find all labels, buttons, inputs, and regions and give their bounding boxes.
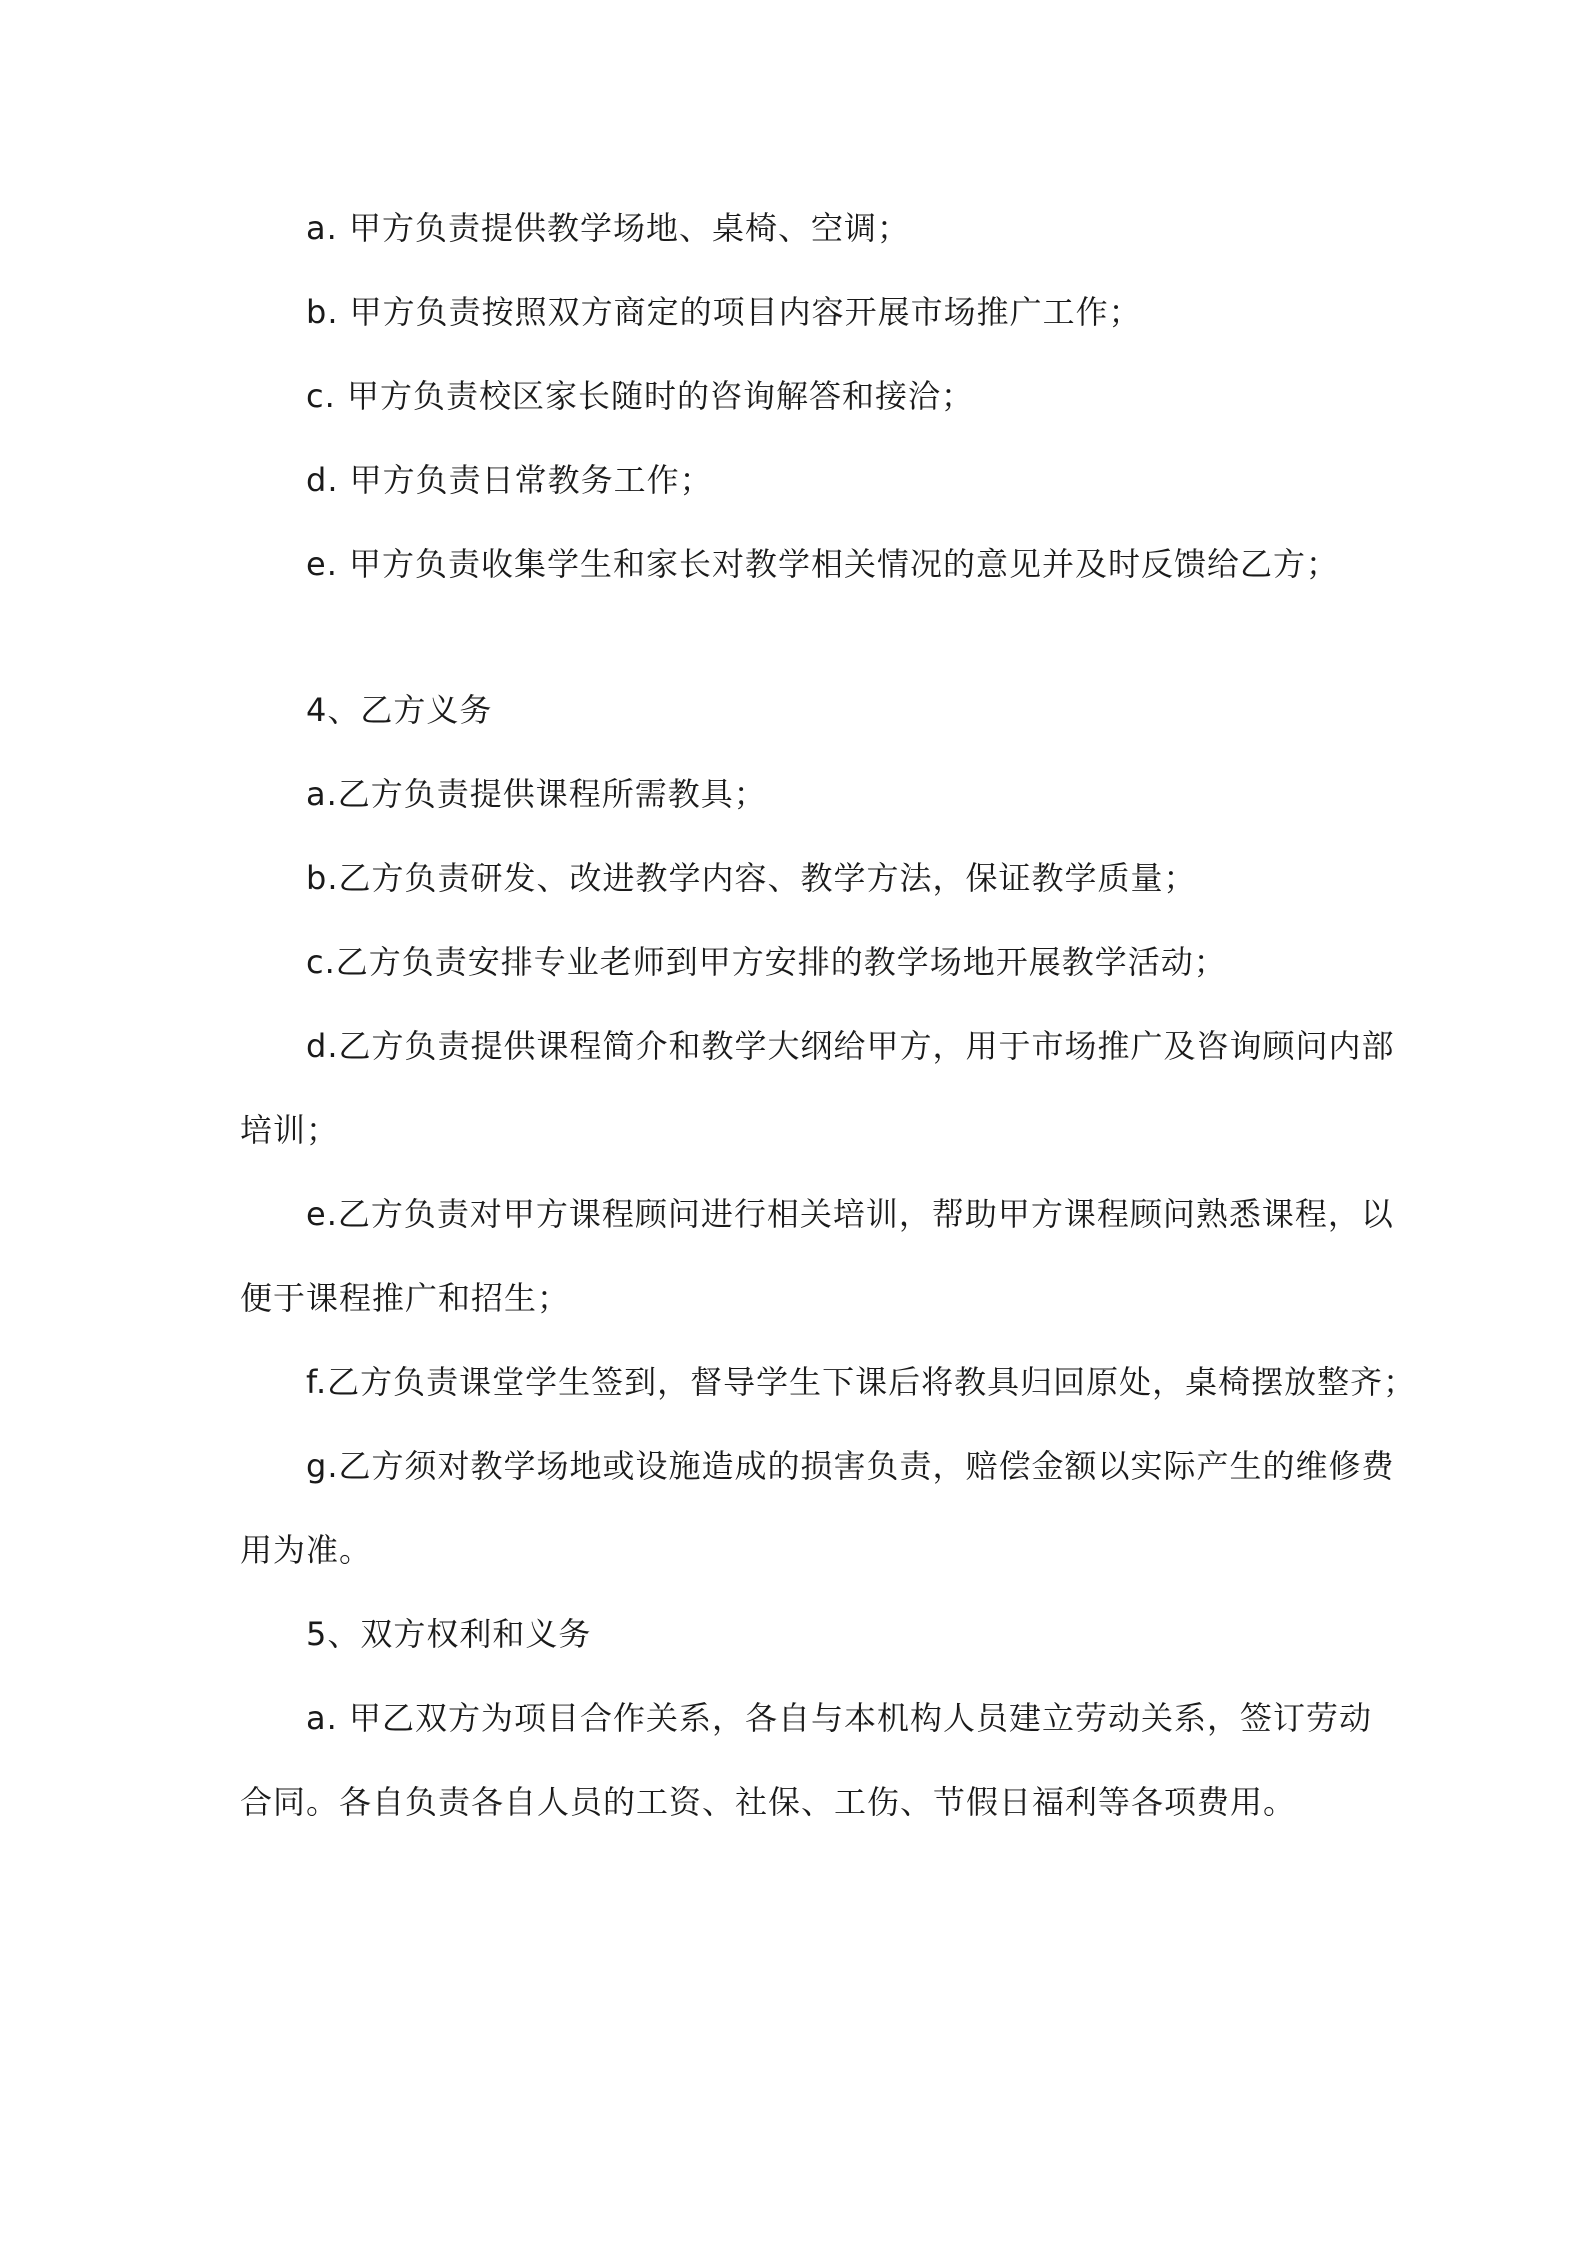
party-a-item-e: e. 甲方负责收集学生和家长对教学相关情况的意见并及时反馈给乙方；	[306, 545, 1340, 583]
party-a-item-c: c. 甲方负责校区家长随时的咨询解答和接洽；	[306, 377, 974, 415]
section-4-item-a: a.乙方负责提供课程所需教具；	[306, 775, 767, 813]
section-4-heading: 4、乙方义务	[306, 691, 493, 729]
party-a-item-d: d. 甲方负责日常教务工作；	[306, 461, 713, 499]
section-4-item-f: f.乙方负责课堂学生签到，督导学生下课后将教具归回原处，桌椅摆放整齐；	[306, 1363, 1417, 1401]
section-4-item-d: d.乙方负责提供课程简介和教学大纲给甲方，用于市场推广及咨询顾问内部	[306, 1027, 1395, 1065]
section-5-item-a: a. 甲乙双方为项目合作关系，各自与本机构人员建立劳动关系，签订劳动	[306, 1699, 1372, 1737]
section-4-item-b: b.乙方负责研发、改进教学内容、教学方法，保证教学质量；	[306, 859, 1197, 897]
section-5-item-a-continued: 合同。各自负责各自人员的工资、社保、工伤、节假日福利等各项费用。	[240, 1783, 1297, 1821]
section-4-item-e: e.乙方负责对甲方课程顾问进行相关培训，帮助甲方课程顾问熟悉课程，以	[306, 1195, 1394, 1233]
section-4-item-c: c.乙方负责安排专业老师到甲方安排的教学场地开展教学活动；	[306, 943, 1227, 981]
section-4-item-g-continued: 用为准。	[240, 1531, 373, 1569]
party-a-item-b: b. 甲方负责按照双方商定的项目内容开展市场推广工作；	[306, 293, 1142, 331]
section-4-item-d-continued: 培训；	[240, 1111, 340, 1149]
section-4-item-g: g.乙方须对教学场地或设施造成的损害负责，赔偿金额以实际产生的维修费	[306, 1447, 1395, 1485]
party-a-item-a: a. 甲方负责提供教学场地、桌椅、空调；	[306, 209, 910, 247]
section-5-heading: 5、双方权利和义务	[306, 1615, 592, 1653]
section-4-item-e-continued: 便于课程推广和招生；	[240, 1279, 571, 1317]
